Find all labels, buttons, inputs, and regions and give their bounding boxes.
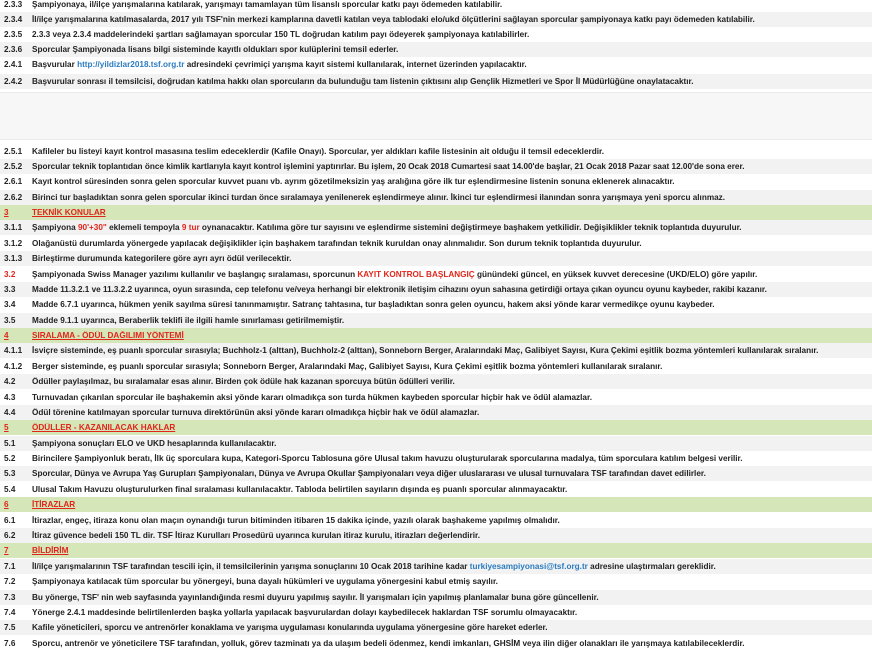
clause-number: 7.5 <box>4 623 16 632</box>
clause-number: 2.4.1 <box>4 60 23 69</box>
clause-row <box>0 0 872 12</box>
clause-row <box>0 267 872 282</box>
clause-row <box>0 405 872 420</box>
link[interactable]: turkiyesampiyonasi@tsf.org.tr <box>469 562 588 571</box>
clause-row <box>0 236 872 251</box>
clause-number: 2.4.2 <box>4 77 23 86</box>
clause-text: Ulusal Takım Havuzu oluşturulurken final sıralaması kullanılacaktır. Tabloda belirtilen sayıların dışında eş puanlı sporcular alınmayacaktır. <box>32 485 568 494</box>
clause-number: 2.3.5 <box>4 30 23 39</box>
clause-text: Şampiyonaya, il/ilçe yarışmalarına katılarak, yarışmayı tamamlayan tüm lisanslı sporcular katkı payı ödemeden katılabilir. <box>32 0 503 9</box>
clause-text-part: İl/ilçe yarışmalarının TSF tarafından tescili için, il temsilcilerinin yarışma sonuçlarını 10 Ocak 2018 tarihine kadar <box>32 562 470 571</box>
clause-number: 3.5 <box>4 316 16 325</box>
clause-text: Sporcular, Dünya ve Avrupa Yaş Gurupları Şampiyonaları, Dünya ve Avrupa Okullar Şampiyonaları veya diğer uluslararası ve ulusal turnuvalara TSF tarafından davet edilirler. <box>32 469 706 478</box>
clause-row <box>0 620 872 635</box>
clause-number: 3.1.3 <box>4 254 23 263</box>
clause-text-part: Şampiyonada Swiss Manager yazılımı kullanılır ve başlangıç sıralaması, sporcunun <box>32 270 358 279</box>
section-heading-row <box>0 543 872 558</box>
clause-text <box>32 562 872 571</box>
clause-row <box>0 374 872 389</box>
clause-text: Şampiyonaya katılacak tüm sporcular bu yönergeyi, buna dayalı hükümleri ve uygulama yönergesini kabul etmiş sayılır. <box>32 577 498 586</box>
highlight-text: 90'+30" <box>77 223 107 232</box>
clause-text: Madde 9.1.1 uyarınca, Beraberlik teklifi ile ilgili hamle sınırlaması getirilmemiştir. <box>32 316 345 325</box>
clause-row <box>0 174 872 189</box>
clause-text: Sporcular Şampiyonada lisans bilgi sisteminde kayıtlı oldukları spor kulüplerini temsil ederler. <box>32 45 399 54</box>
clause-number: 5 <box>4 423 9 432</box>
clause-text-part: günündeki güncel, en yüksek kuvvet derecesine (UKD/ELO) göre yapılır. <box>474 270 758 279</box>
section-heading: SIRALAMA - ÖDÜL DAĞILIMI YÖNTEMİ <box>32 331 184 340</box>
clause-row <box>0 390 872 405</box>
clause-number: 7.4 <box>4 608 16 617</box>
clause-row <box>0 466 872 481</box>
clause-row <box>0 605 872 620</box>
clause-row <box>0 574 872 589</box>
clause-row <box>0 159 872 174</box>
clause-text: İsviçre sisteminde, eş puanlı sporcular sırasıyla; Buchholz-1 (alttan), Buchholz-2 (alttan), Sonneborn Berger, Aralarındaki Maç, Galibiyet Sayısı, Kura Çekimi eşitlik bozma yöntemleri kullanılarak sıralanır. <box>32 346 819 355</box>
clause-row <box>0 528 872 543</box>
clause-number: 3.2 <box>4 270 16 279</box>
clause-text-part: oynanacaktır. Katılıma göre tur sayısını ve eşlendirme sistemini değiştirmeye başhakem yetkilidir. Değişiklikler teknik toplantıda duyurulur. <box>199 223 742 232</box>
clause-text: İl/ilçe yarışmalarına katılmasalarda, 2017 yılı TSF'nin merkezi kamplarına davetli katılan veya tablodaki elo/ukd ölçütlerini sağlayan sporcular şampiyonaya katkı payı ödemeden katılabilir. <box>32 15 755 24</box>
section-heading: ÖDÜLLER - KAZANILACAK HAKLAR <box>32 423 176 432</box>
clause-row <box>0 282 872 297</box>
section-heading-row <box>0 497 872 512</box>
section-heading-row <box>0 420 872 435</box>
clause-number: 5.2 <box>4 454 16 463</box>
clause-text: Kafile yöneticileri, sporcu ve antrenörler konaklama ve yarışma uygulaması konularında uygulama yönergesine göre hareket ederler. <box>32 623 548 632</box>
clause-row <box>0 436 872 451</box>
clause-row <box>0 190 872 205</box>
clause-text: Ödül törenine katılmayan sporcular turnuva direktörünün aksi yönde kararı olmadıkça hiçbir hak ve ödül alamazlar. <box>32 408 480 417</box>
page-break <box>0 92 872 140</box>
highlight-text: KAYIT KONTROL BAŞLANGIÇ <box>357 270 475 279</box>
clause-row <box>0 27 872 42</box>
clause-text <box>32 270 872 279</box>
clause-number: 6 <box>4 500 9 509</box>
clause-number: 4.1.1 <box>4 346 23 355</box>
clause-number: 4.4 <box>4 408 16 417</box>
clause-row <box>0 590 872 605</box>
clause-text <box>32 60 872 69</box>
clause-number: 5.4 <box>4 485 16 494</box>
clause-number: 2.6.2 <box>4 193 23 202</box>
clause-number: 7.1 <box>4 562 16 571</box>
clause-row <box>0 12 872 27</box>
clause-number: 3.1.2 <box>4 239 23 248</box>
clause-text: Kayıt kontrol süresinden sonra gelen sporcular kuvvet puanı vb. ayrım gözetilmeksizin yaş aralığına göre ilk tur eşlendirmesine listenin sonuna eklenerek alınacaktır. <box>32 177 675 186</box>
clause-number: 3.4 <box>4 300 16 309</box>
clause-number: 4.1.2 <box>4 362 23 371</box>
clause-text: Yönerge 2.4.1 maddesinde belirtilenlerden başka yollarla yapılacak başvurulardan dolayı kaybedilecek haklardan TSF sorumlu olmayacaktır. <box>32 608 578 617</box>
clause-row <box>0 313 872 328</box>
clause-text-part: Şampiyona <box>32 223 78 232</box>
clause-text-part: adresindeki çevrimiçi yarışma kayıt sistemi kullanılarak, internet üzerinden yapılacaktır. <box>184 60 527 69</box>
clause-number: 5.1 <box>4 439 16 448</box>
clause-number: 2.6.1 <box>4 177 23 186</box>
clause-number: 3 <box>4 208 9 217</box>
clause-number: 4.2 <box>4 377 16 386</box>
clause-number: 3.1.1 <box>4 223 23 232</box>
clause-row <box>0 144 872 159</box>
clause-number: 4 <box>4 331 9 340</box>
clause-text: Kafileler bu listeyi kayıt kontrol masasına teslim edeceklerdir (Kafile Onayı). Sporcular, yer aldıkları kafile listesinin ait olduğu il temsil edeceklerdir. <box>32 147 604 156</box>
section-heading: TEKNİK KONULAR <box>32 208 106 217</box>
clause-text: Madde 11.3.2.1 ve 11.3.2.2 uyarınca, oyun sırasında, cep telefonu ve/veya herhangi bir elektronik iletişim cihazını oyun sahasına getirdiği ortaya çıkan oyuncu oyunu kaybeder, rakibi kazanır. <box>32 285 767 294</box>
clause-text-part: Başvurular <box>32 60 78 69</box>
clause-text: 2.3.3 veya 2.3.4 maddelerindeki şartları sağlamayan sporcular 150 TL doğrudan katılım payı ödeyerek şampiyonaya katılabilirler. <box>32 30 530 39</box>
clause-text-part: adresine ulaştırmaları gereklidir. <box>587 562 716 571</box>
clause-row <box>0 513 872 528</box>
clause-row <box>0 343 872 358</box>
clause-text: Birincilere Şampiyonluk beratı, İlk üç sporculara kupa, Kategori-Sporcu Tablosuna göre Ulusal takım havuzu oluşturularak sporcularına madalya, tüm sporculara katılım belgesi verilir. <box>32 454 743 463</box>
clause-number: 2.5.1 <box>4 147 23 156</box>
clause-text: Ödüller paylaşılmaz, bu sıralamalar esas alınır. Birden çok ödüle hak kazanan sporcuya bütün ödülleri verilir. <box>32 377 455 386</box>
clause-text: İtiraz güvence bedeli 150 TL dir. TSF İtiraz Kurulları Prosedürü uyarınca kurulan itiraz kurulu, itirazları değerlendirir. <box>32 531 481 540</box>
clause-row <box>0 482 872 497</box>
clause-text: Madde 6.7.1 uyarınca, hükmen yenik sayılma süresi tanınmamıştır. Satranç tahtasına, tur başladıktan sonra gelen oyuncu, hakem aksi yönde karar vermedikçe oyunu kaybeder. <box>32 300 715 309</box>
clause-number: 2.3.4 <box>4 15 23 24</box>
clause-number: 6.1 <box>4 516 16 525</box>
clause-row <box>0 559 872 574</box>
clause-text: Sporcular teknik toplantıdan önce kimlik kartlarıyla kayıt kontrol işlemini yaptırırlar. Bu işlem, 20 Ocak 2018 Cumartesi saat 14.00'de başlar, 21 Ocak 2018 Pazar saat 12.00'de sona erer. <box>32 162 745 171</box>
clause-row <box>0 220 872 235</box>
section-heading: BİLDİRİM <box>32 546 69 555</box>
section-heading: İTİRAZLAR <box>32 500 76 509</box>
section-heading-row <box>0 328 872 343</box>
clause-number: 6.2 <box>4 531 16 540</box>
clause-row <box>0 636 872 651</box>
clause-number: 5.3 <box>4 469 16 478</box>
clause-text-part: eklemeli tempoyla <box>106 223 182 232</box>
clause-text: Turnuvadan çıkarılan sporcular ile başhakemin aksi yönde kararı olmadıkça son turda hükmen kaybeden sporcular hiçbir hak ve ödül alamazlar. <box>32 393 592 402</box>
clause-number: 2.3.3 <box>4 0 23 9</box>
clause-row <box>0 451 872 466</box>
clause-row <box>0 297 872 312</box>
clause-row <box>0 251 872 266</box>
clause-text: İtirazlar, engeç, itiraza konu olan maçın oynandığı turun bitiminden itibaren 15 dakika içinde, yazılı olarak başhakeme yapılmış olmalıdır. <box>32 516 560 525</box>
clause-text: Şampiyona sonuçları ELO ve UKD hesaplarında kullanılacaktır. <box>32 439 277 448</box>
clause-text <box>32 223 872 232</box>
clause-number: 7 <box>4 546 9 555</box>
clause-number: 3.3 <box>4 285 16 294</box>
clause-number: 7.6 <box>4 639 16 648</box>
clause-text: Birleştirme durumunda kategorilere göre ayrı ayrı ödül verilecektir. <box>32 254 292 263</box>
highlight-text: 9 tur <box>181 223 200 232</box>
clause-row <box>0 359 872 374</box>
clause-row <box>0 57 872 72</box>
clause-number: 7.2 <box>4 577 16 586</box>
clause-text: Başvurular sonrası il temsilcisi, doğrudan katılma hakkı olan sporcuların da bulunduğu tam listenin çıktısını alıp Gençlik Hizmetleri ve Spor İl Müdürlüğüne onaylatacaktır. <box>32 77 694 86</box>
clause-text: Sporcu, antrenör ve yöneticilere TSF tarafından, yolluk, görev tazminatı ya da ulaşım bedeli ödenmez, kendi imkanları, GHSİM veya ilin diğer olanakları ile yarışmaya katılabileceklerdir. <box>32 639 745 648</box>
clause-text: Olağanüstü durumlarda yönergede yapılacak değişiklikler için başhakem tarafından teknik kuruldan onay alınmalıdır. Son durum teknik toplantıda duyurulur. <box>32 239 642 248</box>
link[interactable]: http://yildizlar2018.tsf.org.tr <box>77 60 185 69</box>
clause-text: Bu yönerge, TSF' nin web sayfasında yayınlandığında resmi duyuru yapılmış sayılır. İl yarışmaları için yapılmış planlamalar buna göre güncellenir. <box>32 593 599 602</box>
clause-row <box>0 42 872 57</box>
clause-text: Berger sisteminde, eş puanlı sporcular sırasıyla; Sonneborn Berger, Aralarındaki Maç, Galibiyet Sayısı, Kura Çekimi eşitlik bozma yöntemleri kullanılarak sıralanır. <box>32 362 663 371</box>
clause-text: Birinci tur başladıktan sonra gelen sporcular ikinci turdan önce sıralamaya yenilenerek eşlendirmeye alınır. İkinci tur eşlendirmesi ilanından sonra yarışmaya yeni sporcu alınmaz. <box>32 193 726 202</box>
clause-row <box>0 74 872 89</box>
clause-number: 7.3 <box>4 593 16 602</box>
clause-number: 4.3 <box>4 393 16 402</box>
clause-number: 2.3.6 <box>4 45 23 54</box>
section-heading-row <box>0 205 872 220</box>
clause-number: 2.5.2 <box>4 162 23 171</box>
